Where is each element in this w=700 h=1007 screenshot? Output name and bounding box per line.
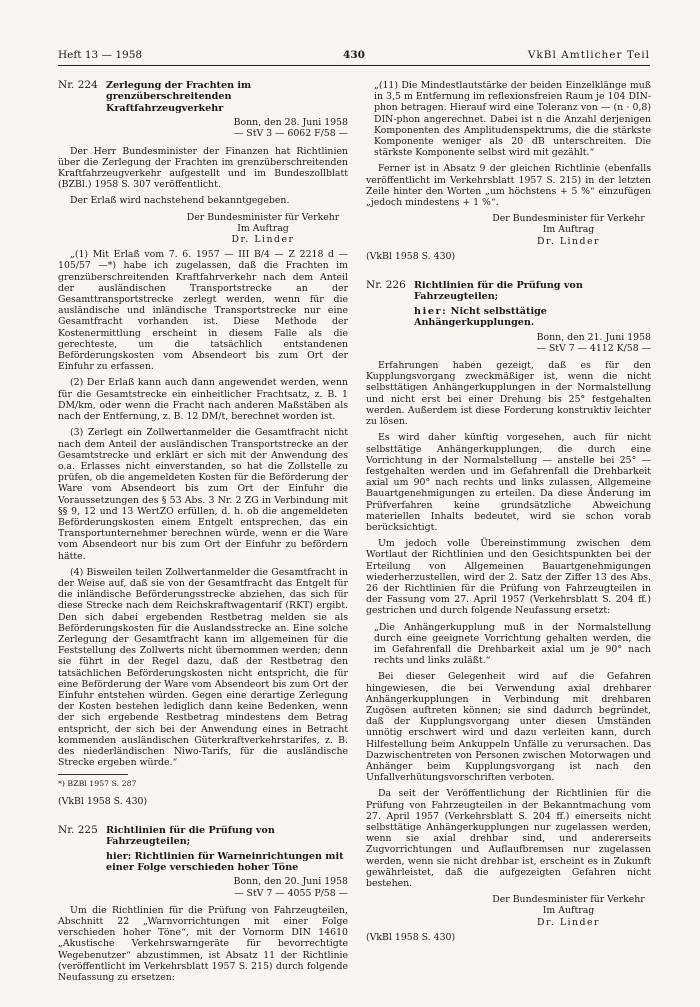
article-number: Nr. 226 [366,279,406,292]
subtitle-text: Nicht selbsttätige Anhängerkupplungen. [414,305,547,329]
signature-line: Der Bundesminister für Verkehr [186,211,340,223]
paragraph: Der Erlaß wird nachstehend bekanntgegeben. [70,195,290,207]
right-column [366,80,651,943]
signature-name: Dr. Linder [231,234,295,246]
article-reference: — StV 7 — 4055 P/58 — [234,887,348,899]
article-224-heading [58,80,348,114]
source-reference: (VkBl 1958 S. 430) [366,931,456,943]
page-number: 430 [343,49,365,61]
article-dateline [58,117,348,139]
paragraph: Bei dieser Gelegenheit wird auf die Gefahren hingewiesen, die bei Verwendung axial drehbarer Anhängerkupplungen in Verbindung mit drehbaren Zugösen auftreten können; sie sind dadurch begründet, daß der Kupplungsvorgang unter diesen Umständen unnötig erschwert wird und dazu verleiten kann, durch Hilfestellung beim Ankuppeln Unfälle zu verursachen. Das Dazwischentreten von Personen zwischen Motorwagen und Anhänger beim Kupplungsvorgang ist nach den Unfallverhütungsvorschriften verboten. [366,671,651,784]
source-reference: (VkBl 1958 S. 430) [58,795,148,807]
paragraph: (3) Zerlegt ein Zollwertanmelder die Gesamtfracht nicht nach dem Anteil der ausländischen Transportstrecke an der Gesamtstrecke und erklärt er sich mit der Anwendung des o.a. Erlasses nicht einverstanden, so hat die Zollstelle zu prüfen, ob die angemeldeten Kosten für die Beförderung der Ware vom Absendeort bis zum Ort der Einfuhr die Voraussetzungen des § 53 Abs. 3 Nr. 2 ZG in Verbindung mit §§ 9, 12 und 13 WertZO erfüllen, d. h. ob die angemeldeten Beförderungskosten einem Entgelt entsprechen, das ein Transportunternehmer berechnen würde, wenn er die Ware vom Absendeort nur bis zum Ort der Einfuhr zu befördern hätte. [58,427,348,562]
signature-line: Im Auftrag [542,224,595,236]
paragraph: Um die Richtlinien für die Prüfung von Fahrzeugteilen, Abschnitt 22 „Warnvorrichtungen mit einer Folge verschieden hoher Töne“, mit der Vornorm DIN 14610 „Akustische Verkehrswarngeräte für bevorrechtigte Wegebenutzer“ abzustimmen, ist Absatz 11 der Richtlinie (veröffentlicht im Verkehrsblatt 1957 S. 215) durch folgende Neufassung zu ersetzen: [58,904,348,984]
paragraph: Der Herr Bundesminister der Finanzen hat Richtlinien über die Zerlegung der Frachten im grenzüberschreitenden Kraftfahrzeugverkehr aufgestellt und im Bundeszollblatt (BZBl.) 1958 S. 307 veröffentlicht. [58,145,348,191]
article-226-heading [366,280,651,303]
signature-line: Im Auftrag [237,222,289,234]
article-date: Bonn, den 20. Juni 1958 [233,876,348,888]
article-date: Bonn, den 28. Juni 1958 [233,117,348,129]
page-header [58,49,650,66]
paragraph: (2) Der Erlaß kann auch dann angewendet werden, wenn für die Gesamtstrecke ein einheitlicher Frachtsatz, z. B. 1 DM/km, oder wenn die Fracht nach anderen Maßstäben als nach der Entfernung, z. B. 12 DM/t, berechnet worden ist. [58,377,348,423]
footnote-rule [58,774,128,775]
signature-block [486,213,651,247]
paragraph: Um jedoch volle Übereinstimmung zwischen dem Wortlaut der Richtlinien und den Gesichtspunkten bei der Erteilung von Allgemeinen Bauartgenehmigungen wiederherzustellen, wird der 2. Satz der Ziffer 13 des Abs. 26 der Richtlinien für die Prüfung von Fahrzeugteilen in der Fassung vom 27. April 1957 (Verkehrsblatt S. 204 ff.) gestrichen und durch folgende Neufassung ersetzt: [366,538,651,617]
article-number: Nr. 224 [58,79,98,91]
paragraph: Da seit der Veröffentlichung der Richtlinien für die Prüfung von Fahrzeugteilen in der Bekanntmachung vom 27. April 1957 (Verkehrsblatt S. 204 ff.) einerseits nicht selbsttätige Anhängerkupplungen nur zugelassen werden, wenn sie axial drehbar sind, und andererseits Zugvorrichtungen und Auflaufbremsen nur zugelassen werden, wenn sie nicht drehbar ist, erscheint es in Zukunft gewährleistet, daß die aufgezeigten Gefahren nicht bestehen. [366,788,651,890]
signature-name: Dr. Linder [536,235,601,247]
paragraph: Ferner ist in Absatz 9 der gleichen Richtlinie (ebenfalls veröffentlicht im Verkehrsblatt 1957 S. 215) in der letzten Zeile hinter den Worten „um höchstens + 5 %“ einzufügen „jedoch mindestens + 1 %“. [366,163,651,209]
issue-label: Heft 13 — 1958 [58,49,143,61]
publication-label: VkBl Amtlicher Teil [527,49,650,61]
article-title: Zerlegung der Frachten im grenzüberschreitenden Kraftfahrzeugverkehr [106,80,252,114]
hier-label: hier: [106,850,132,862]
left-column [58,80,348,988]
article-title: Richtlinien für die Prüfung von Fahrzeugteilen; [414,280,583,303]
quoted-text: „(11) Die Mindestlautstärke der beiden Einzelklänge muß in 3,5 m Entfernung im reflexionsfreien Raum je 104 DIN-phon betragen. Hierauf wird eine Toleranz von — (n · 0,8) DIN-phon angerechnet. Dabei ist n die Anzahl derjenigen Komponenten des Amplitudenspektrums, die die stärkste Komponente weniger als 20 dB unterschreiten. Die stärkste Komponente selbst wird mit gezählt.“ [374,80,651,159]
article-date: Bonn, den 21. Juni 1958 [536,331,651,343]
paragraph: Erfahrungen haben gezeigt, daß es für den Kupplungsvorgang zweckmäßiger ist, wenn die nicht selbsttätigen Anhängerkupplungen in der Normalstellung und nicht erst bei einer Drehung bis 25° festgehalten werden. Außerdem ist diese Forderung konstruktiv leichter zu lösen. [366,360,651,428]
article-title: Richtlinien für die Prüfung von Fahrzeugteilen; [106,824,275,848]
hier-label: hier: [414,305,448,317]
article-number: Nr. 225 [58,823,98,836]
paragraph: „(1) Mit Erlaß vom 7. 6. 1957 — III B/4 — Z 2218 d — 105/57 —*) habe ich zugelassen, daß die Frachten im grenzüberschreitenden Kraftfahrverkehr nach dem Anteil der ausländischen Transportstrecke an der Gesamttransportstrecke zerlegt werden, wenn für die ausländische und inländische Transportstrecke nur eine Gesamtfracht vorhanden ist. Diese Methode der Kostenermittlung erscheint in diesem Falle als die gerechteste, um die tatsächlich entstandenen Beförderungskosten vom Absendeort bis zum Ort der Einfuhr zu erfassen. [58,249,348,373]
article-dateline [58,876,348,898]
signature-block [486,894,651,928]
article-dateline [366,332,651,354]
paragraph: (4) Bisweilen teilen Zollwertanmelder die Gesamtfracht in der Weise auf, daß sie von der Gesamtfracht das Entgelt für die inländische Beförderungsstrecke abziehen, das sich für diese Strecke nach dem Reichskraftwagentarif (RKT) ergibt. Den sich dabei ergebenden Restbetrag melden sie als Beförderungskosten für die Auslandsstrecke an. Eine solche Zerlegung der Gesamtfracht kann im allgemeinen für die Feststellung des Zollwerts nicht übernommen werden; denn sie führt in der Regel dazu, daß der Restbetrag den tatsächlichen Beförderungskosten nicht entspricht, die für eine Beförderung der Ware vom Absendeort bis zum Ort der Einfuhr entstehen würden. Gegen eine derartige Zerlegung der Kosten bestehen lediglich dann keine Bedenken, wenn der sich ergebende Restbetrag mindestens dem Betrag entspricht, der sich bei der Anwendung eines in Betracht kommenden ausländischen Güterkraftverkehrstarifes, z. B. des niederländischen Niwo-Tarifs, für die ausländische Strecke ergeben würde.“ [58,566,348,769]
source-reference: (VkBl 1958 S. 430) [366,250,456,262]
signature-block [178,212,348,246]
article-subtitle [366,306,651,329]
footnote: *) BZBl 1957 S. 287 [58,779,137,789]
signature-name: Dr. Linder [536,916,601,928]
paragraph: Es wird daher künftig vorgesehen, auch für nicht selbsttätige Anhängerkupplungen, die durch eine Vorrichtung in der Normalstellung — anstelle bei 25° — festgehalten werden und im Gefahrenfall die Drehbarkeit axial um 90° nach rechts und links zulassen, Allgemeine Bauartgenehmigungen zu erteilen. Da diese Änderung im Prüfverfahren keine grundsätzliche Abweichung materiellen Inhalts bedeutet, wird sie schon vorab berücksichtigt. [366,432,651,533]
article-subtitle [58,851,348,874]
signature-line: Der Bundesminister für Verkehr [492,894,645,906]
subtitle-text: Richtlinien für Warneinrichtungen mit einer Folge verschieden hoher Töne [106,850,344,874]
signature-line: Im Auftrag [542,905,595,917]
quoted-text: „Die Anhängerkupplung muß in der Normalstellung durch eine geeignete Vorrichtung gehalten werden, die im Gefahrenfall die Drehbarkeit axial um je 90° nach rechts und links zuläßt.“ [374,621,651,667]
signature-line: Der Bundesminister für Verkehr [492,213,645,225]
article-reference: — StV 7 — 4112 K/58 — [536,342,651,354]
article-225-heading [58,825,348,848]
article-reference: — StV 3 — 6062 F/58 — [233,128,348,140]
